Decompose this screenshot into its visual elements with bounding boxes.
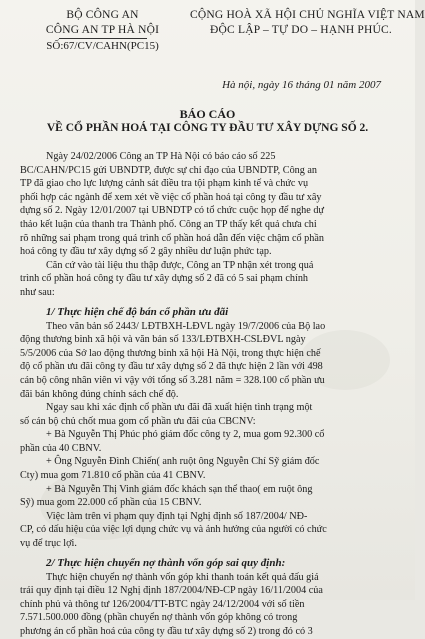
text-line: 7.571.500.000 đồng (phần chuyển nợ thành vốn góp không có trong — [20, 612, 298, 624]
section-2-heading: 2/ Thực hiện chuyển nợ thành vốn góp sai quy định: — [46, 556, 286, 569]
place-date: Hà nội, ngày 16 tháng 01 năm 2007 — [222, 79, 381, 91]
list-item: + Bà Nguyễn Thị Vinh giám đốc khách sạn thể thao( em ruột ông — [46, 483, 313, 495]
intro-paragraph — [20, 150, 398, 259]
ministry-name: BỘ CÔNG AN — [66, 9, 139, 21]
text-line: số cán bộ chủ chốt mua gom cổ phần ưu đãi của CBCNV: — [20, 415, 256, 427]
section-1-paragraph-2 — [20, 401, 398, 428]
text-line: trình cổ phần hoá công ty đầu tư xây dựng số 2 đã có 5 sai phạm chính — [20, 273, 309, 285]
text-line: động thương binh xã hội và văn bản số 133/LĐTBXH-CSLĐVL ngày — [20, 334, 306, 346]
text-line: Ngay sau khi xác định cổ phần ưu đãi đã xuất hiện tình trạng một — [46, 402, 313, 414]
text-line: thảo kết luận của thanh tra Thành phố. Công an TP thấy kết quả chưa chỉ — [20, 218, 317, 230]
document-number: SỐ:67/CV/CAHN(PC15) — [46, 40, 159, 52]
section-1-paragraph-3 — [20, 510, 398, 551]
text-line: cán bộ công nhân viên vì vậy với tổng số 3.281 năm = 328.100 cổ phần ưu — [20, 374, 325, 386]
country-name: CỘNG HOÀ XÃ HỘI CHỦ NGHĨA VIỆT NAM — [190, 9, 425, 21]
list-item: + Bà Nguyễn Thị Phúc phó giám đốc công ty 2, mua gom 92.300 cổ — [46, 429, 325, 441]
text-line: đãi bán không đúng chính sách chế độ. — [20, 388, 179, 400]
list-item-continuation: phần của 40 CBNV. — [20, 442, 102, 454]
agency-name: CÔNG AN TP HÀ NỘI — [45, 24, 160, 36]
report-title: BÁO CÁO — [179, 107, 236, 121]
text-line: phương án cổ phần hoá của công ty đầu tư xây dựng số 2) trong đó có 3 — [20, 626, 313, 637]
report-body — [20, 150, 398, 639]
text-line: Việc làm trên vi phạm quy định tại Nghị định số 187/2004/ NĐ- — [46, 510, 308, 522]
text-line: BC/CAHN/PC15 gửi UBNDTP, được sự chỉ đạo của UBNDTP, Công an — [20, 164, 318, 176]
section-1-paragraph-1 — [20, 320, 398, 402]
section-1-heading: 1/ Thực hiện chế độ bán cổ phần ưu đãi — [46, 305, 229, 318]
list-item-continuation: Sỹ) mua gom 22.000 cổ phần của 15 CBNV. — [20, 497, 202, 509]
text-line: phối hợp các ngành để xem xét về việc cổ phần hoá tại công ty đầu tư xây — [20, 191, 322, 203]
list-item-continuation: Cty) mua gom 71.810 cổ phần của 41 CBNV. — [20, 470, 206, 482]
section-2-paragraph-1 — [20, 571, 398, 639]
national-header — [190, 8, 425, 38]
text-line: hoá công ty đầu tư xây dựng số 2 gây nhiều dư luận phức tạp. — [20, 246, 272, 258]
text-line: TP đã giao cho lực lượng cảnh sát điều tra tội phạm kinh tế và chức vụ — [20, 178, 309, 190]
report-subtitle: VỀ CỔ PHẦN HOÁ TẠI CÔNG TY ĐẦU TƯ XÂY DỰNG SỐ 2. — [46, 122, 369, 134]
national-motto: ĐỘC LẬP – TỰ DO – HẠNH PHÚC. — [210, 24, 392, 36]
section-1-list — [20, 428, 398, 510]
text-line: độ cổ phần ưu đãi công ty đầu tư xây dựng số 2 đã thực hiện 2 lần với 498 — [20, 361, 323, 373]
text-line: Ngày 24/02/2006 Công an TP Hà Nội có báo cáo số 225 — [46, 151, 276, 162]
text-line: rõ những sai phạm trong quá trình cổ phần hoá dẫn đến việc chậm cổ phần — [20, 232, 324, 244]
text-line: chính phủ và thông tư 126/2004/TT-BTC ngày 24/12/2004 với số tiền — [20, 598, 305, 610]
basis-paragraph — [20, 259, 398, 300]
text-line: dựng số 2. Ngày 12/01/2007 tại UBNDTP có tổ chức cuộc họp để nghe dự — [20, 205, 324, 217]
text-line: trái quy định tại điều 12 Nghị định 187/2004/NĐ-CP ngày 16/11/2004 của — [20, 585, 323, 597]
text-line: Thực hiện chuyển nợ thành vốn góp khi thanh toán kết quả đấu giá — [46, 571, 319, 583]
text-line: vụ để trục lợi. — [20, 538, 77, 550]
text-line: CP, có dấu hiệu của việc lợi dụng chức vụ và ảnh hưởng của người có chức — [20, 524, 327, 536]
text-line: như sau: — [20, 286, 55, 298]
text-line: Theo văn bản số 2443/ LĐTBXH-LĐVL ngày 19/7/2006 của Bộ lao — [46, 320, 326, 332]
text-line: 5/5/2006 của Sở lao động thương binh xã hội Hà Nội, trong thực hiện chế — [20, 347, 321, 359]
text-line: Căn cứ vào tài liệu thu thập được, Công an TP nhận xét trong quá — [46, 259, 314, 271]
list-item: + Ông Nguyễn Đình Chiến( anh ruột ông Nguyễn Chí Sỹ giám đốc — [46, 456, 320, 468]
issuer-header — [20, 8, 185, 54]
